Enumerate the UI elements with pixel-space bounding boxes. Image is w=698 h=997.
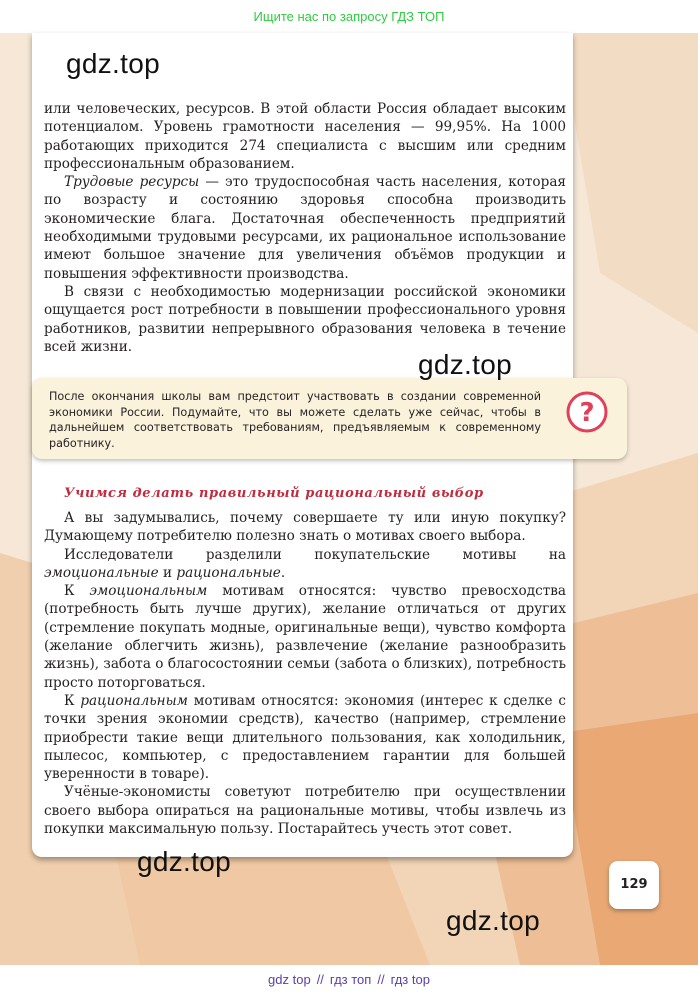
svg-text:?: ? <box>579 398 595 428</box>
paragraph: В связи с необходимостью модернизации российской экономики ощущается рост потребности в повышении профессионального уровня работников, развитии непрерывного образования человека в течение всей жизни. <box>44 283 566 355</box>
link-gdz-top[interactable]: gdz top <box>268 972 311 987</box>
link-gdz-top-mixed[interactable]: гдз top <box>390 972 430 987</box>
watermark: gdz.top <box>66 48 160 79</box>
page-number: 129 <box>609 861 659 909</box>
paragraph: А вы задумывались, почему совершаете ту или иную покупку? Думающему потребителю полезно знать о мотивах своего выбора. <box>44 510 566 545</box>
question-box <box>32 378 627 459</box>
watermark: gdz.top <box>137 846 231 877</box>
paragraph: К рациональным мотивам относятся: экономия (интерес к сделке с точки зрения экономии средств), качество (например, стремление приобрести такие вещи длительного пользования, как холодильник, пылесос, компьютер, с предоставлением гарантии для большей уверенности в товаре). <box>44 692 566 783</box>
question-text: После окончания школы вам предстоит участвовать в создании современной экономики России. Подумайте, что вы можете сделать уже сейчас, чтобы в дальнейшем соответствовать требованиям, предъявляемым к современному работнику. <box>49 390 541 450</box>
text-block-motives <box>44 509 566 838</box>
question-icon <box>565 390 609 434</box>
text-block-labor-resources <box>44 100 566 356</box>
paragraph: Учёные-экономисты советуют потребителю при осуществлении своего выбора опираться на рациональные мотивы, чтобы извлечь из покупки максимальную пользу. Постарайтесь учесть этот совет. <box>44 784 566 838</box>
watermark: gdz.top <box>446 905 540 936</box>
separator: // <box>377 972 385 987</box>
link-gdz-top-ru[interactable]: гдз топ <box>329 972 372 987</box>
paragraph: К эмоциональным мотивам относятся: чувство превосходства (потребность быть лучше других), желание отличаться от других (стремление покупать модные, оригинальные вещи), чувство комфорта (желание облегчить жизнь), развлечение (желание разнообразить жизнь), забота о благосостоянии семьи (забота о близких), потребность просто поторговаться. <box>44 583 566 691</box>
paragraph: Трудовые ресурсы — это трудоспособная часть населения, которая по возрасту и состоянию здоровья способна производить экономические блага. Достаточная обеспеченность предприятий необходимыми трудовыми ресурсами, их рациональное использование имеют большое значение для увеличения объёмов продукции и повышения эффективности производства. <box>44 174 566 282</box>
watermark: gdz.top <box>418 349 512 380</box>
separator: // <box>316 972 324 987</box>
paragraph: или человеческих, ресурсов. В этой области Россия обладает высоким потенциалом. Уровень грамотности населения — 99,95%. На 1000 работающих приходится 274 специалиста с высшим или средним профессиональным образованием. <box>44 101 566 172</box>
term-labor-resources: Трудовые ресурсы <box>64 174 200 191</box>
bottom-links-bar <box>0 965 698 997</box>
paragraph: Исследователи разделили покупательские мотивы на эмоциональные и рациональные. <box>44 546 566 581</box>
top-banner[interactable]: Ищите нас по запросу ГДЗ ТОП <box>253 9 445 24</box>
section-title: Учимся делать правильный рациональный выбор <box>64 486 484 501</box>
